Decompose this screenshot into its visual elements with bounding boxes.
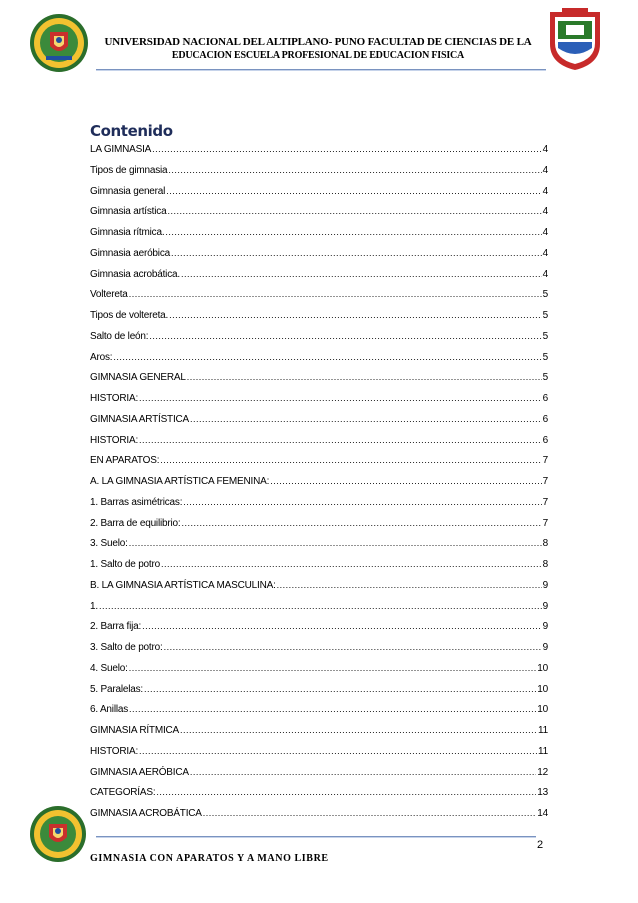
toc-dot-leader: [139, 393, 542, 403]
toc-entry-label: GIMNASIA ACROBÁTICA: [90, 808, 202, 819]
university-seal-icon: [28, 803, 88, 865]
toc-entry-page: 13: [537, 787, 548, 799]
toc-entry[interactable]: [90, 165, 548, 186]
toc-dot-leader: [129, 663, 537, 673]
toc-dot-leader: [183, 497, 541, 507]
toc-entry[interactable]: [90, 704, 548, 725]
toc-entry-label: 1.: [90, 600, 98, 612]
toc-entry[interactable]: [90, 497, 548, 518]
toc-entry-page: 4: [542, 227, 548, 238]
toc-entry[interactable]: [90, 455, 548, 476]
footer-text: GIMNASIA CON APARATOS Y A MANO LIBRE: [90, 853, 329, 864]
toc-entry[interactable]: [90, 787, 548, 808]
toc-entry-page: 6: [542, 393, 548, 404]
toc-dot-leader: [164, 642, 542, 652]
toc-dot-leader: [142, 621, 542, 631]
toc-dot-leader: [277, 580, 542, 590]
toc-dot-leader: [181, 518, 541, 528]
toc-dot-leader: [113, 352, 541, 362]
toc-entry-page: 9: [542, 579, 548, 591]
toc-dot-leader: [161, 559, 542, 569]
toc-entry-page: 5: [542, 351, 548, 363]
toc-entry[interactable]: [90, 393, 548, 414]
toc-entry-page: 6: [542, 413, 548, 425]
toc-entry-label: 4. Suelo:: [90, 662, 128, 674]
toc-dot-leader: [129, 704, 536, 714]
toc-entry-page: 7: [542, 496, 548, 508]
toc-entry-label: Gimnasia general: [90, 185, 166, 197]
toc-entry[interactable]: [90, 227, 548, 248]
toc-dot-leader: [180, 725, 537, 735]
toc-dot-leader: [187, 372, 542, 382]
toc-dot-leader: [165, 227, 541, 237]
toc-entry[interactable]: [90, 186, 548, 207]
toc-entry-page: 10: [537, 662, 548, 674]
toc-entry[interactable]: [90, 601, 548, 622]
page-number: 2: [537, 839, 544, 851]
university-header-title: [88, 36, 548, 62]
toc-entry[interactable]: [90, 269, 548, 290]
toc-entry-label: HISTORIA:: [90, 393, 139, 404]
toc-entry-label: Gimnasia acrobática.: [90, 268, 180, 280]
toc-entry[interactable]: [90, 684, 548, 705]
toc-entry-label: Salto de león:: [90, 330, 149, 342]
toc-entry-page: 10: [537, 683, 548, 695]
toc-dot-leader: [181, 269, 542, 279]
toc-entry[interactable]: [90, 559, 548, 580]
toc-entry-page: 10: [537, 704, 548, 716]
toc-entry-label: HISTORIA:: [90, 745, 139, 757]
toc-entry[interactable]: [90, 538, 548, 559]
toc-entry[interactable]: [90, 372, 548, 393]
toc-dot-leader: [168, 165, 541, 175]
toc-entry-page: 7: [542, 517, 548, 529]
toc-dot-leader: [129, 289, 542, 299]
toc-entry-label: 3. Salto de potro:: [90, 642, 163, 653]
toc-entry-label: Aros:: [90, 351, 113, 363]
toc-entry[interactable]: [90, 580, 548, 601]
toc-entry-label: Tipos de gimnasia: [90, 164, 168, 176]
toc-entry-page: 5: [542, 310, 548, 321]
toc-entry-page: 7: [542, 455, 548, 467]
toc-entry-page: 14: [537, 808, 548, 819]
toc-entry[interactable]: [90, 435, 548, 456]
toc-entry-label: 1. Salto de potro: [90, 559, 160, 570]
toc-entry[interactable]: [90, 808, 548, 829]
toc-entry-label: Gimnasia artística: [90, 206, 167, 218]
toc-dot-leader: [270, 476, 541, 486]
toc-entry-label: CATEGORÍAS:: [90, 787, 156, 799]
toc-dot-leader: [203, 808, 536, 818]
footer-divider: [96, 836, 536, 837]
toc-entry-label: 2. Barra de equilibrio:: [90, 517, 181, 529]
toc-entry[interactable]: [90, 144, 548, 165]
toc-dot-leader: [149, 331, 541, 341]
toc-entry-page: 4: [542, 144, 548, 155]
toc-dot-leader: [190, 414, 542, 424]
toc-entry-label: Gimnasia rítmica.: [90, 227, 165, 238]
toc-entry-label: HISTORIA:: [90, 434, 139, 446]
toc-entry-label: Gimnasia aeróbica: [90, 247, 170, 259]
toc-dot-leader: [152, 144, 541, 154]
toc-entry-page: 5: [542, 372, 548, 384]
toc-entry-page: 9: [542, 600, 548, 612]
toc-entry[interactable]: [90, 621, 548, 642]
toc-entry-label: 6. Anillas: [90, 704, 129, 716]
toc-entry[interactable]: [90, 746, 548, 767]
toc-entry-label: 3. Suelo:: [90, 538, 128, 550]
toc-dot-leader: [169, 310, 542, 320]
toc-entry-page: 11: [538, 725, 548, 736]
toc-entry-label: EN APARATOS:: [90, 455, 160, 467]
toc-entry-label: GIMNASIA ARTÍSTICA: [90, 413, 190, 425]
toc-entry-page: 8: [542, 559, 548, 570]
toc-entry-page: 12: [537, 766, 548, 778]
faculty-shield-icon: [544, 8, 606, 72]
toc-entry[interactable]: [90, 331, 548, 352]
toc-entry-label: LA GIMNASIA: [90, 144, 152, 155]
toc-entry-page: 7: [542, 476, 548, 487]
toc-entry-page: 6: [542, 434, 548, 446]
toc-entry-label: GIMNASIA RÍTMICA: [90, 725, 180, 736]
toc-entry[interactable]: [90, 289, 548, 310]
toc-entry-page: 4: [542, 247, 548, 259]
header-title-line-1: UNIVERSIDAD NACIONAL DEL ALTIPLANO- PUNO FACULTAD DE CIENCIAS DE LA: [104, 36, 532, 48]
toc-entry-label: Voltereta: [90, 289, 128, 301]
toc-entry-page: 5: [542, 330, 548, 342]
toc-dot-leader: [160, 455, 541, 465]
toc-entry-label: 1. Barras asimétricas:: [90, 496, 183, 508]
toc-dot-leader: [139, 435, 542, 445]
toc-entry[interactable]: [90, 206, 548, 227]
toc-entry-label: Tipos de voltereta.: [90, 310, 169, 321]
toc-entry[interactable]: [90, 352, 548, 373]
toc-entry[interactable]: [90, 725, 548, 746]
toc-entry-page: 4: [542, 164, 548, 176]
toc-dot-leader: [190, 767, 536, 777]
toc-entry-label: 5. Paralelas:: [90, 683, 143, 695]
toc-entry-label: B. LA GIMNASIA ARTÍSTICA MASCULINA:: [90, 579, 276, 591]
toc-dot-leader: [129, 538, 542, 548]
toc-entry-page: 9: [542, 642, 548, 653]
header-title-line-2: EDUCACION ESCUELA PROFESIONAL DE EDUCACION FISICA: [171, 50, 465, 61]
toc-dot-leader: [171, 248, 542, 258]
toc-dot-leader: [144, 684, 536, 694]
toc-entry[interactable]: [90, 310, 548, 331]
toc-entry[interactable]: [90, 248, 548, 269]
toc-dot-leader: [139, 746, 537, 756]
university-seal-icon: [28, 10, 90, 76]
toc-entry-page: 11: [538, 745, 548, 757]
toc-entry-page: 4: [542, 206, 548, 218]
toc-dot-leader: [156, 787, 536, 797]
toc-entry-page: 8: [542, 538, 548, 550]
toc-entry-label: 2. Barra fija:: [90, 621, 142, 633]
toc-entry-page: 4: [542, 185, 548, 197]
table-of-contents: [90, 144, 548, 829]
toc-entry[interactable]: [90, 414, 548, 435]
toc-heading: Contenido: [90, 122, 173, 140]
toc-entry-page: 4: [542, 268, 548, 280]
toc-entry-label: A. LA GIMNASIA ARTÍSTICA FEMENINA:: [90, 476, 270, 487]
toc-entry-label: GIMNASIA GENERAL: [90, 372, 186, 384]
toc-entry-label: GIMNASIA AERÓBICA: [90, 766, 189, 778]
toc-entry[interactable]: [90, 642, 548, 663]
toc-entry[interactable]: [90, 476, 548, 497]
toc-entry-page: 9: [542, 621, 548, 633]
header-divider: [96, 69, 546, 70]
toc-dot-leader: [167, 206, 541, 216]
toc-dot-leader: [99, 601, 542, 611]
toc-entry-page: 5: [542, 289, 548, 301]
toc-entry[interactable]: [90, 518, 548, 539]
toc-entry[interactable]: [90, 767, 548, 788]
toc-entry[interactable]: [90, 663, 548, 684]
toc-dot-leader: [166, 186, 541, 196]
